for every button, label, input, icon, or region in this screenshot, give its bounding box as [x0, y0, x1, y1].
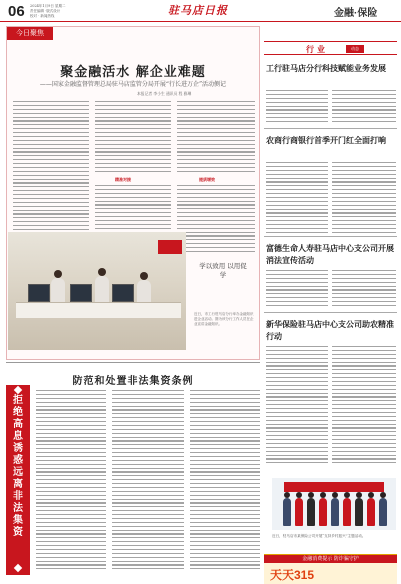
- regulation-title[interactable]: 防范和处置非法集资条例: [72, 376, 194, 387]
- right-article-title-1[interactable]: 工行驻马店分行科技赋能业务发展: [266, 63, 386, 73]
- ad-logo: 天天315: [270, 568, 315, 582]
- photo-wall-sign: [158, 240, 182, 254]
- right-article-1-text-b: [332, 90, 396, 125]
- right-photo-caption-text: 近日，驻马店市某保险公司开展“支持乡村振兴”主题活动。: [272, 534, 366, 538]
- right-photo: [272, 478, 396, 530]
- photo-caption-note: 近日，市工行驻马店分行举办金融知识进企业活动。图为该分行工作人员在企业宣讲金融知识。: [194, 312, 254, 326]
- dept-label: 行业: [306, 44, 328, 54]
- regulation-text-col-3: [190, 390, 260, 572]
- diamond-icon: [14, 564, 22, 572]
- lead-text-col-3: [177, 101, 255, 175]
- newspaper-brand: 驻马店日报: [168, 4, 228, 17]
- regulation-text-col-2: [112, 390, 184, 572]
- lead-photo: [8, 232, 186, 350]
- meta-line: 2024年1月9日 星期二: [30, 4, 66, 8]
- right-article-2-text-a: [266, 162, 328, 236]
- diamond-icon: [14, 386, 22, 394]
- photo-monitor: [70, 284, 92, 302]
- lead-tag: 今日聚焦: [7, 27, 53, 40]
- photo-person: [95, 276, 109, 304]
- right-article-4-text-a: [266, 346, 328, 466]
- photo-monitor: [28, 284, 50, 302]
- divider: [264, 128, 397, 129]
- advertisement[interactable]: [264, 554, 397, 584]
- masthead: [0, 0, 401, 22]
- divider: [264, 236, 397, 237]
- meta-line: 校对 · 新闻热线: [30, 14, 55, 18]
- photo-person-head: [98, 268, 106, 276]
- industry-dynamics-header: [264, 41, 397, 55]
- right-article-2-text-b: [332, 162, 396, 236]
- right-article-1-text-a: [266, 90, 328, 125]
- slogan-bar: [6, 385, 30, 575]
- issue-meta: [30, 4, 90, 19]
- meta-line: 责任编辑 ·版式设计: [30, 9, 61, 13]
- right-article-title-4[interactable]: 新华保险驻马店中心支公司助农精准行动: [266, 319, 394, 341]
- photo-banner: [284, 482, 384, 492]
- right-article-title-3[interactable]: 富德生命人寿驻马店中心支公司开展消法宣传活动: [266, 243, 394, 265]
- right-photo-caption: [272, 534, 396, 539]
- right-article-3-text-b: [332, 270, 396, 309]
- photo-person-head: [54, 270, 62, 278]
- right-article-title-2[interactable]: 农商行商银行首季开门红全面打响: [266, 135, 386, 145]
- divider: [6, 362, 260, 363]
- lead-title[interactable]: 聚金融活水 解企业难题: [60, 65, 206, 80]
- photo-person-head: [140, 272, 148, 280]
- photo-caption-title: 学以致用 以用促学: [199, 262, 247, 279]
- lead-byline: 本报记者 李小生 通讯员 程 雅琳: [137, 91, 192, 96]
- divider: [264, 312, 397, 313]
- lead-subtitle: ——国家金融监督管理总局驻马店监管分局开展“行长进万企”活动侧记: [39, 81, 227, 88]
- slogan-text: 拒绝高息诱惑远离非法集资: [13, 395, 23, 538]
- photo-monitor: [112, 284, 134, 302]
- dept-badge: 动态: [346, 45, 364, 53]
- ad-header: 金融消费提示 防诈骗守护: [264, 555, 397, 563]
- right-article-4-text-b: [332, 346, 396, 466]
- right-article-3-text-a: [266, 270, 328, 309]
- section-title: 金融·保险: [334, 8, 378, 19]
- page-number: 06: [8, 3, 25, 20]
- lead-text-col-2: [95, 101, 171, 175]
- photo-desk: [16, 302, 181, 318]
- regulation-text-col-1: [36, 390, 106, 572]
- lead-subhead-1: 精准对接: [115, 177, 131, 182]
- photo-caption-box: [188, 232, 258, 350]
- lead-text-col-1: [13, 101, 89, 248]
- lead-subhead-2: 提质增效: [199, 177, 215, 182]
